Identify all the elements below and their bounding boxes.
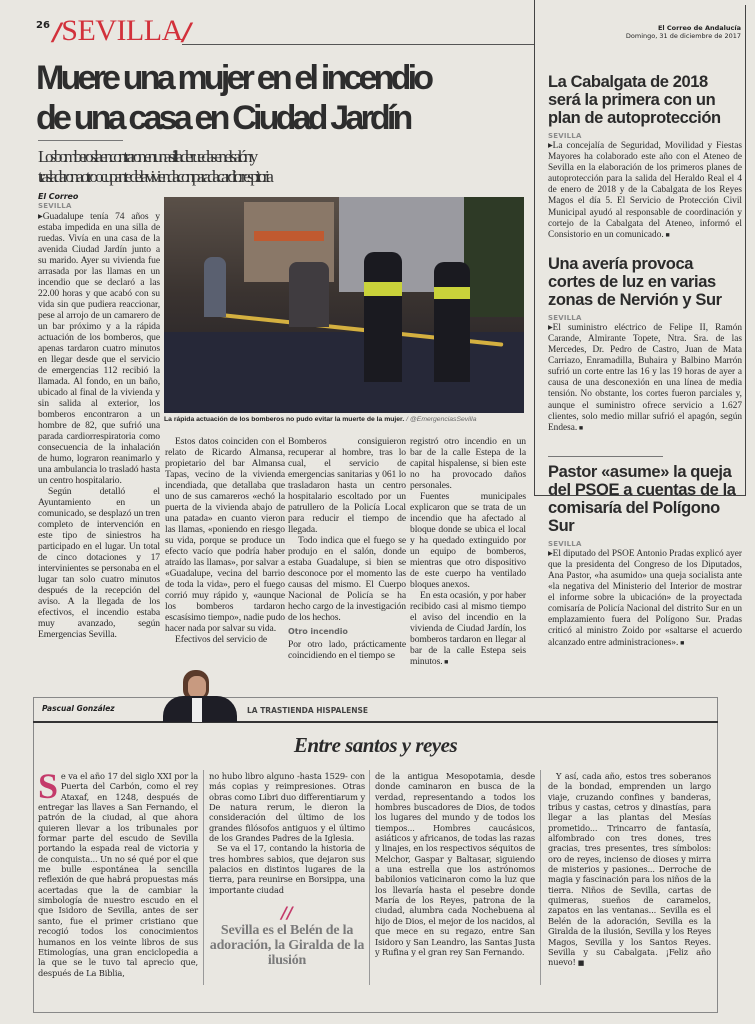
sidebar-body-2 — [548, 314, 742, 434]
byline: El Correo — [38, 192, 79, 201]
headline-rule — [38, 140, 123, 141]
photo-sign — [254, 231, 324, 241]
paragraph: Efectivos del servicio de — [175, 634, 268, 645]
article-column-4 — [410, 436, 526, 668]
sidebar-story-1 — [548, 73, 742, 241]
column-section: LA TRASTIENDA HISPALENSE — [247, 706, 369, 715]
section-name: SEVILLA — [61, 14, 183, 47]
paragraph: Bomberos consiguieron recuperar al hombre, tras lo cual, el servicio de emergencias sanitarias y 061 lo trasladaron hasta un centro hospitalario escoltado por un patrullero de la Policía Local para reducir el tiempo de llegada. — [288, 436, 406, 535]
location-tag: SEVILLA — [548, 132, 582, 140]
opinion-header-rule — [33, 721, 718, 723]
paragraph: En esta ocasión, y por haber recibido casi al mismo tiempo el aviso del incendio en la vivienda de Ciudad Jardín, los bomberos tardaron en llegar al bar de la calle Estepa seis minutos. ■ — [410, 590, 526, 668]
paragraph: de la antigua Mesopotamia, desde donde caminaron en busca de la verdad, representando a todos los hombres buscadores de Dios, de todos los lugares del mundo y de todos los tiempos... Hombres caucásicos, asiáticos y africanos, de todas las razas y linajes, en los respectivos séquitos de Melchor, Gaspar y Baltasar, siguiendo a una estrella que los astrónomos babilonios vaticinaron como la luz que los llevaría hasta el pesebre donde María de los Reyes, patrona de la ciudad, alumbra cada Nochebuena al hijo de Dios, el mejor de los nacidos, al que mece en su regazo, entre San Isidoro y San Leandro, las Santas Justa y Rufina y el gran rey San Fernando. — [375, 771, 535, 957]
sidebar-story-2 — [548, 255, 742, 434]
story-body: ▸El suministro eléctrico de Felipe II, Ramón Carande, Almirante Topete, Ntra. Sra. de las Mercedes, Dr. Pedro de Castro, Juan de Mata Carriazo, Enramadilla, Buhaira y Balbino Marrón sufrió un corte entre las 16 y las 19 horas de ayer a causa de una desconexión en una línea de media tensión. No obstante, los cortes fueron parciales y, aunque el suministro ofrece servicio a 1.627 clientes, solo medio millar sufrió el apagón, según Endesa. ■ — [548, 323, 742, 434]
paragraph: Por otro lado, prácticamente coincidiendo en el tiempo se — [288, 639, 406, 661]
photo-shirt — [192, 698, 202, 722]
photo-street — [164, 332, 524, 413]
photo-tree — [464, 197, 524, 317]
photo-caption — [164, 416, 526, 424]
headline-line: de una casa en Ciudad Jardín — [36, 99, 410, 137]
sidebar-body-3 — [548, 540, 742, 649]
paragraph: Y así, cada año, estos tres soberanos de la bondad, emprenden un largo viaje, cruzando confines y banderas, tribus y castas, cetros y dinastías, para llegar a las plantas del Mesías prometido... Trincarro de fantasía, alfombrado con tres dones, tres gracias, tres presentes, tres símbolos: oro de reyes, incienso de dioses y mirra de misterios y pasiones... Derroche de magia y fascinación para los niños de la tierra. Niños de Sevilla, cartas de quimeras, sueños de caramelos, zapatos en las ventanas... Sevilla es el Belén de la adoración, Sevilla es la Giralda de la ilusión, Sevilla y los Reyes Magos, Sevilla y los Santos Reyes. Sevilla y su Cabalgata. ¡Feliz año nuevo! ■ — [548, 771, 711, 969]
paragraph: Se va el 17, contando la historia de tres hombres sabios, que dejaron sus palacios en distintos lugares de la tierra, para reunirse en Borsippa, una importante ciudad — [209, 843, 365, 895]
subhead-line: trasladaron a otro ocupante de la vivienda con parada cardiorrespitoria — [38, 167, 271, 186]
opinion-column-3 — [375, 771, 535, 957]
column-divider — [203, 770, 204, 985]
photo-police-officer — [434, 262, 470, 382]
article-column-1 — [38, 192, 160, 640]
sidebar-headline-1: La Cabalgata de 2018 será la primera con un plan de autoprotección — [548, 73, 721, 127]
column-divider — [369, 770, 370, 985]
caption-text: La rápida actuación de los bomberos no pudo evitar la muerte de la mujer. — [164, 416, 405, 423]
location-tag: SEVILLA — [548, 313, 582, 322]
paragraph: Todo indica que el fuego se produjo en el salón, donde estaba Guadalupe, si bien se desconoce por el momento las causas del mismo. El Cuerpo Nacional de Policía se ha hecho cargo de la investigación de los hechos. — [288, 535, 406, 623]
photo-firefighters — [289, 262, 329, 327]
opinion-column-1 — [38, 766, 198, 978]
masthead-info — [626, 24, 741, 40]
drop-cap: S — [38, 766, 58, 806]
paragraph: Fuentes municipales explicaron que se trata de un incendio que ha afectado al bloque donde se ubica el local y ha quedado extinguido por un equipo de bomberos, mientras que otro dispositivo de este cuerpo ha ventilado bloques anexos. — [410, 491, 526, 590]
sidebar — [548, 73, 742, 649]
story-body: ▸La concejalía de Seguridad, Movilidad y Fiestas Mayores ha colaborado este año con el Ateneo de Sevilla en la elaboración de los primeros planes de autoprotección para la salida del Heraldo Real el 4 de enero de 2018 y de la Cabalgata de los Reyes Magos el día 5. El Servicio de Protección Civil Municipal ayudó al responsable de coordinación y cortejo de la Cabalgata del Ateneo, informó el Consistorio en un comunicado. ■ — [548, 141, 742, 241]
opinion-column-2 — [209, 771, 365, 968]
sidebar-box-left — [534, 0, 535, 495]
quote-mark-icon: // — [281, 903, 293, 923]
sidebar-story-3 — [548, 463, 742, 649]
subheadline — [38, 147, 530, 187]
subsection-heading: Otro incendio — [288, 627, 348, 636]
paper-name: El Correo de Andalucía — [657, 24, 741, 32]
page-number: 26 — [36, 20, 50, 31]
photo-firefighter — [204, 257, 226, 317]
paragraph: registró otro incendio en un bar de la calle Estepa de la capital hispalense, si bien este no ha provocado daños personales. — [410, 436, 526, 491]
paragraph: e va el año 17 del siglo XXI por la Puerta del Carbón, como el rey Ataxaf, en 1248, después de entregar las llaves a San Fernando, el patrón de la ciudad, al que ahora quieren llevar a los tribunales por formar parte del escudo de Sevilla portando la espada real de victoria y de conquista... Un no sé qué por el que me bulle espontánea la sencilla reflexión de que habrá propuestas más acertadas que la de cambiar la simbología de nuestro escudo en el que Isidoro de Sevilla, antes de ser santo, fue el primer cristiano que recogió todos los conocimientos humanos en los veinte libros de sus Etimologías, una gran enciclopedia a la que se le tuvo tal aprecio que, después de La Biblia, — [38, 771, 198, 978]
location-tag: SEVILLA — [38, 202, 72, 210]
headline-line: Muere una mujer en el incendio — [36, 59, 431, 97]
photo-credit: / @EmergenciasSevilla — [406, 416, 477, 423]
pull-quote: Sevilla es el Belén de la adoración, la Giralda de la ilusión — [209, 923, 365, 969]
main-headline — [36, 58, 531, 138]
sidebar-body-1 — [548, 132, 742, 241]
location-tag: SEVILLA — [548, 539, 582, 548]
paragraph: Estos datos coinciden con el relato de Ricardo Almansa, propietario del bar Almansa Tapas, vecino de la vivienda incendiada, que detallaba que uno de sus camareros «echó la puerta de la vivienda abajo de una patada» en cuanto vieron las llamas, «poniendo en riesgo su vida, porque se produce un efecto vacío que podría haber atraído las llamas», por salvar a «Guadalupe, vecina del barrio de toda la vida», pero el fuego corrió muy rápido y, «aunque los bomberos tardaron escasísimo tiempo», nadie pudo hacer nada por salvar su vida. — [165, 436, 285, 634]
sidebar-headline-3: Pastor «asume» la queja del PSOE a cuentas de la comisaría del Polígono Sur — [548, 462, 736, 535]
subhead-line: Los bomberos la encontraron en una silla de ruedas en el salón y — [38, 147, 255, 166]
photo-face — [188, 676, 206, 698]
paragraph: Según detalló el Ayuntamiento en un comunicado, se desplazó un tren completo de intervención en este tipo de siniestros ha participado en el lugar. Un total de cinco dotaciones y 17 intervinientes se personaba en el lugar tan solo cuatro minutos después de la recepción del aviso. A la llegada de los efectivos, el incendio estaba muy avanzado, según Emergencias Sevilla. — [38, 486, 160, 640]
column-divider — [540, 770, 541, 985]
paragraph: no hubo libro alguno -hasta 1529- con más copias y reimpresiones. Otras obras como Libri duo differentiarum y De natura rerum, le dieron la consideración del último de los grandes filósofos antiguos y el último de los Grandes Padres de la Iglesia. — [209, 771, 365, 844]
fire-scene-photo — [164, 197, 524, 413]
sidebar-headline-2: Una avería provoca cortes de luz en varias zonas de Nervión y Sur — [548, 254, 722, 309]
sidebar-rule — [548, 456, 663, 457]
sidebar-box-right — [745, 5, 746, 495]
paragraph: ▸Guadalupe tenía 74 años y estaba impedida en una silla de ruedas. Vivía en una casa de la avenida Ciudad Jardín junto a su marido. Ayer su vivienda fue arrasada por las llamas en un incendio que se declaró a las 22.00 horas y que acabó con su vida sin que pudiera reaccionar, pese al arrojo de un camarero de un bar próximo y a la rápida actuación de los bomberos, que apenas tardaron cuatro minutos en llegar desde que el servicio de emergencias 112 recibió la llamada. Al fondo, en un baño, ubicado al final de la vivienda y sin salida al exterior, los bomberos encontraron a un hombre de 82, que sufrió una parada cardiorrespiratoria como consecuencia de la inhalación de humo, lograron reanimarlo y una ambulancia lo trasladó hasta un centro hospitalario. — [38, 211, 161, 486]
story-body: ▸El diputado del PSOE Antonio Pradas explicó ayer que la presidenta del Congreso de los Diputados, Ana Pastor, «ha asumido» una queja socialista ante «la negativa del Ministerio del Interior de mostrar el informe sobre la ubicación» de la proyectada comisaría de Policía Nacional del distrito Sur en un emplazamiento fuera del Polígono Sur. Pradas criticó al ministro Zoido por «saltarse el acuerdo alcanzado entre administraciones». ■ — [548, 549, 742, 649]
header-rule — [182, 44, 534, 45]
section-title: /SEVILLA/ — [53, 14, 192, 47]
issue-date: Domingo, 31 de diciembre de 2017 — [625, 32, 741, 40]
column-title: Entre santos y reyes — [293, 733, 458, 757]
opinion-column-4 — [548, 771, 711, 969]
photo-police-officer — [364, 252, 402, 382]
columnist-photo — [155, 668, 245, 722]
columnist-name: Pascual González — [42, 704, 115, 713]
article-column-3 — [288, 436, 406, 661]
article-column-2 — [165, 436, 285, 645]
